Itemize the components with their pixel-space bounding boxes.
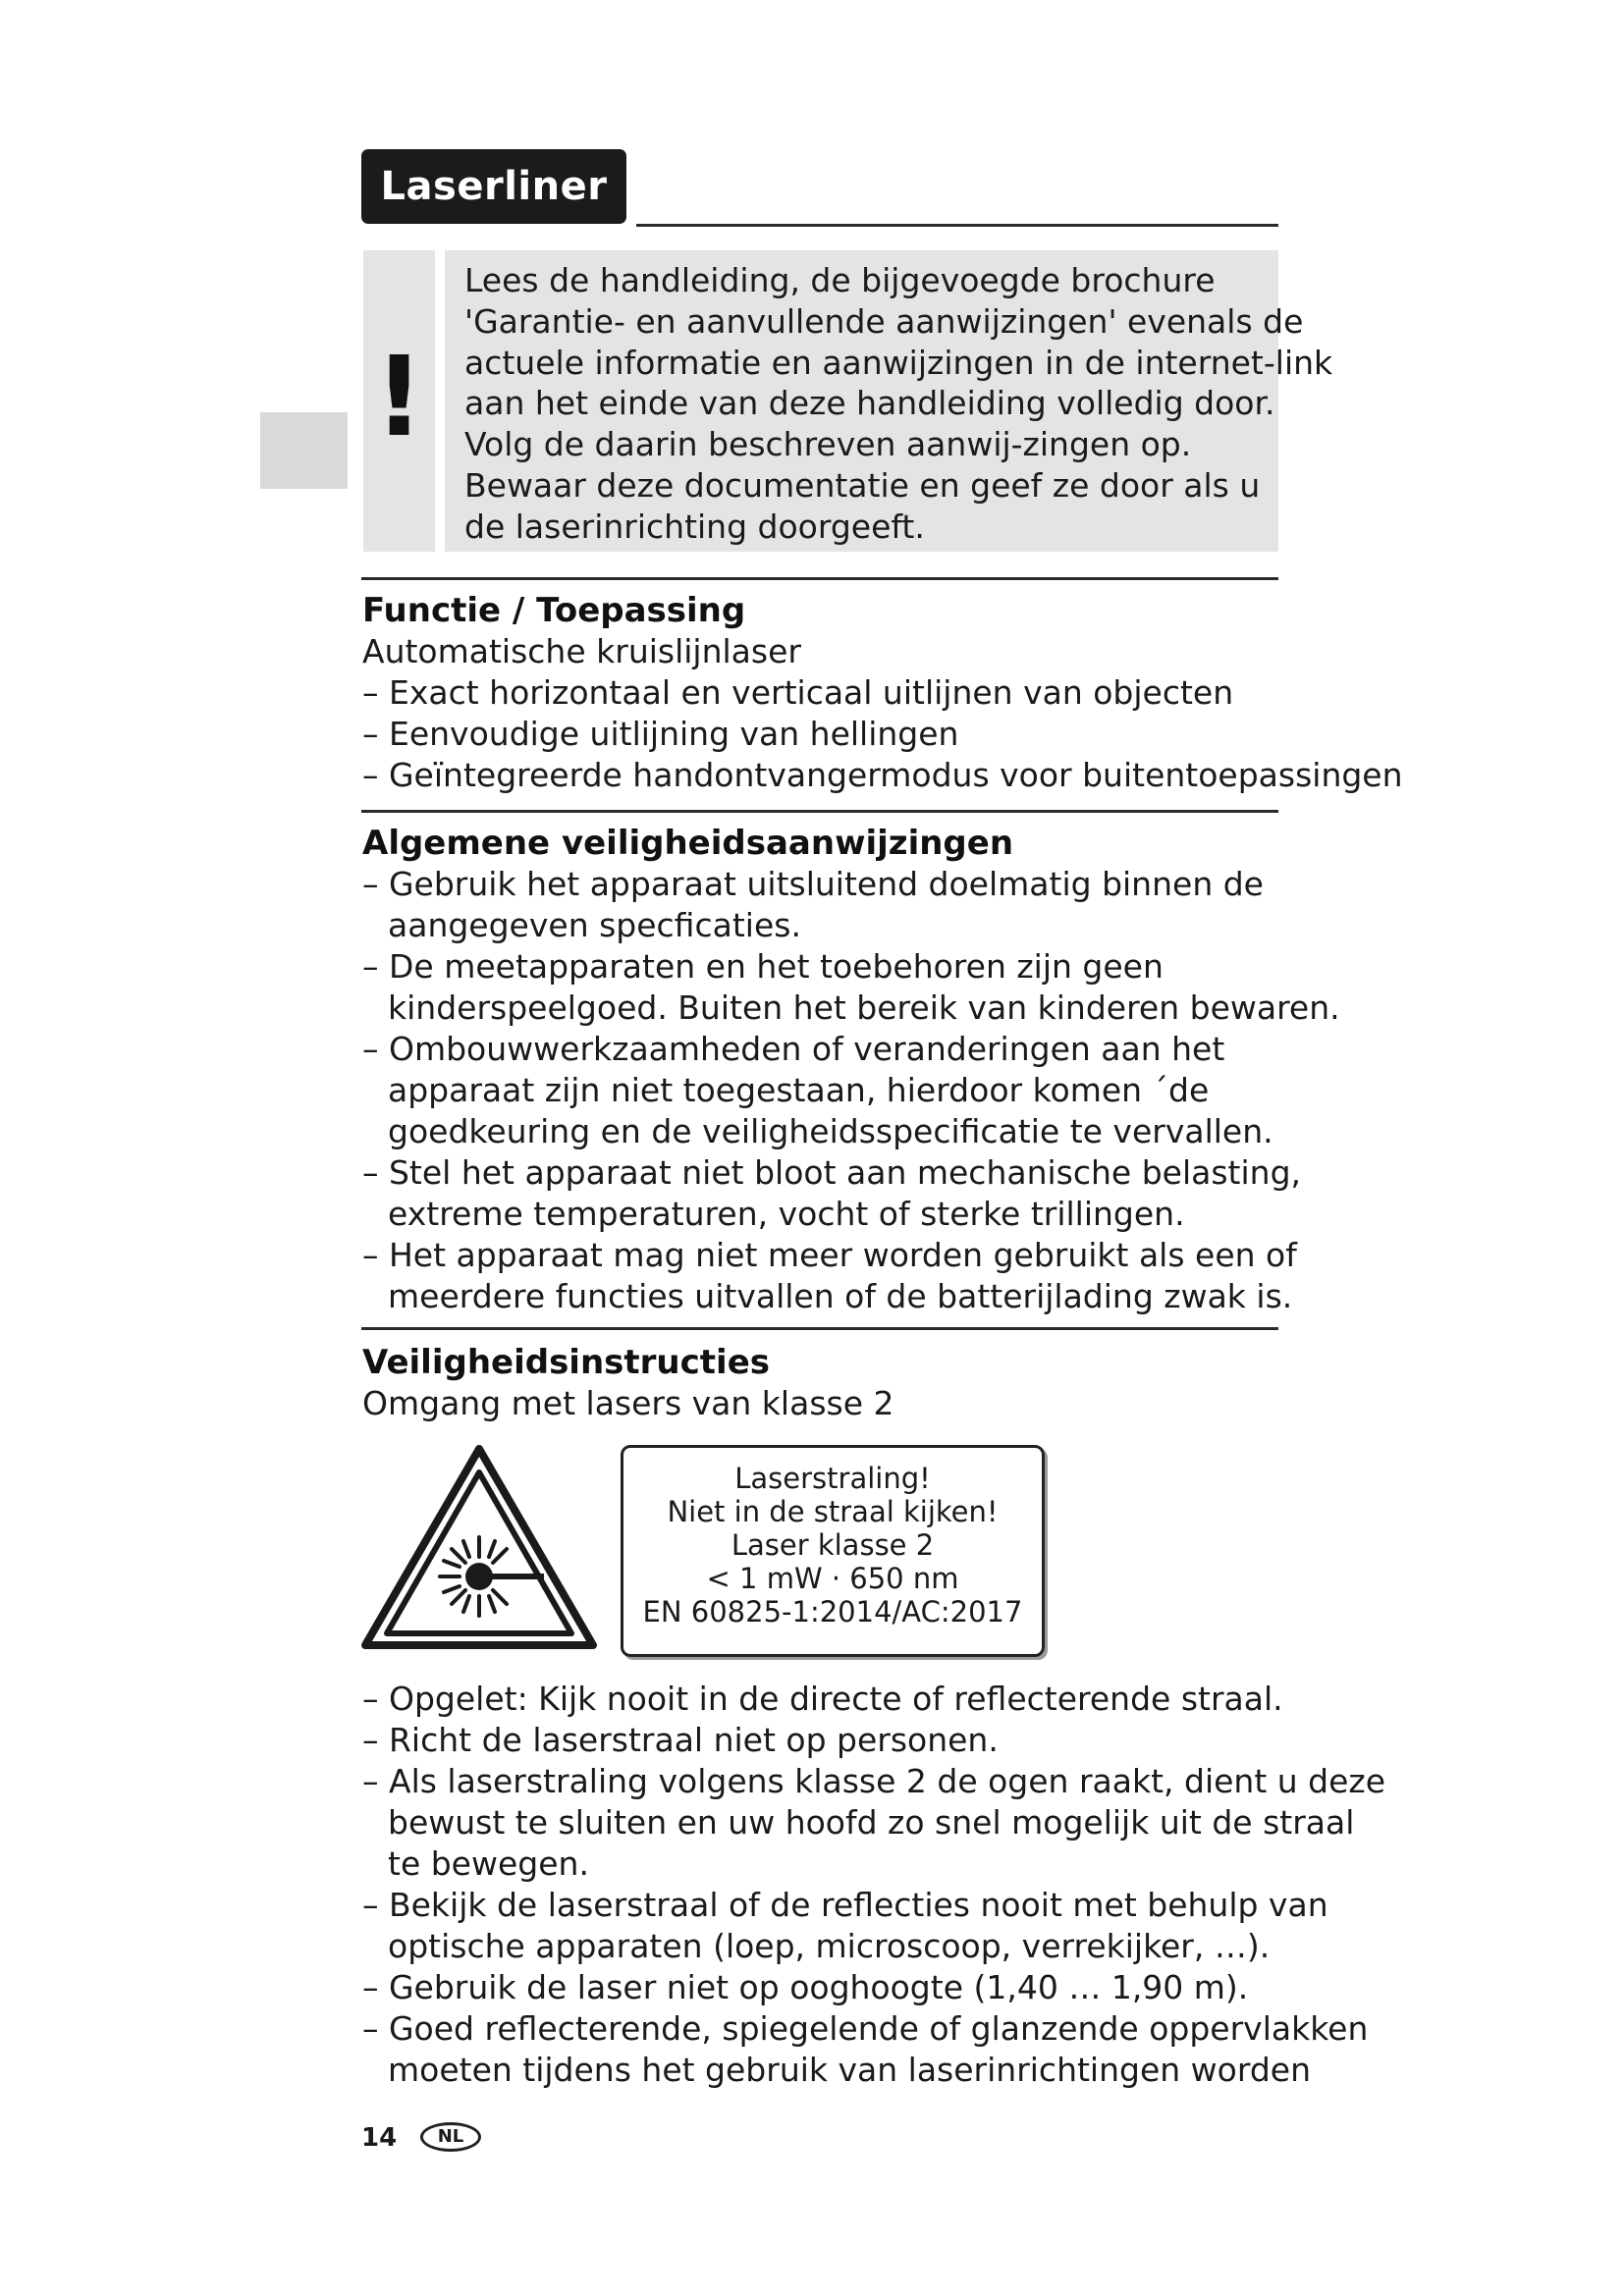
label-line: Niet in de straal kijken! (667, 1495, 999, 1528)
notice-line: actuele informatie en aanwijzingen in de internet-link (464, 343, 1333, 382)
instructies-header (362, 1342, 1295, 1424)
list-item-cont: extreme temperaturen, vocht of sterke trillingen. (388, 1195, 1185, 1233)
laser-class-label (621, 1445, 1045, 1657)
section-divider (361, 1327, 1278, 1330)
list-item-first: – Goed reflecterende, spiegelende of glanzende oppervlakken (362, 2009, 1369, 2048)
label-line: Laser klasse 2 (731, 1528, 935, 1562)
instructies-intro: Omgang met lasers van klasse 2 (362, 1384, 894, 1422)
list-item-cont: kinderspeelgoed. Buiten het bereik van kinderen bewaren. (388, 988, 1340, 1027)
list-item: – Eenvoudige uitlijning van hellingen (362, 715, 959, 753)
list-item (362, 1761, 1386, 1885)
laser-warning-triangle-icon (361, 1441, 597, 1657)
list-item (362, 864, 1295, 946)
list-item-first: – Ombouwwerkzaamheden of veranderingen aan het (362, 1030, 1225, 1068)
label-line: < 1 mW · 650 nm (706, 1562, 959, 1595)
page-number: 14 (361, 2123, 398, 2153)
list-item-first: – De meetapparaten en het toebehoren zijn geen (362, 947, 1164, 986)
notice-line: Bewaar deze documentatie en geef ze door als u (464, 465, 1261, 505)
list-item-first: – Gebruik de laser niet op ooghoogte (1,40 … 1,90 m). (362, 1968, 1249, 2006)
list-item-cont: bewust te sluiten en uw hoofd zo snel mogelijk uit de straal (388, 1803, 1355, 1842)
list-item-cont: goedkeuring en de veiligheidsspecificatie te vervallen. (388, 1112, 1273, 1150)
exclamation-icon: ! (373, 334, 425, 461)
list-item-first: – Stel het apparaat niet bloot aan mechanische belasting, (362, 1153, 1302, 1192)
notice-line: aan het einde van deze handleiding volledig door. (464, 384, 1275, 423)
label-line: Laserstraling! (734, 1462, 931, 1495)
list-item (362, 1029, 1295, 1152)
notice-box (445, 250, 1333, 552)
instructies-heading: Veiligheidsinstructies (362, 1343, 770, 1382)
list-item-cont: moeten tijdens het gebruik van laserinrichtingen worden (388, 2051, 1312, 2089)
section-tab-marker (260, 412, 348, 489)
veiligheid-heading: Algemene veiligheidsaanwijzingen (362, 824, 1014, 863)
list-item (362, 1720, 1295, 1761)
list-item (362, 1679, 1295, 1720)
notice-line: Volg de daarin beschreven aanwij-zingen op. (464, 425, 1192, 464)
list-item-first: – Het apparaat mag niet meer worden gebruikt als een of (362, 1236, 1297, 1274)
list-item (362, 1235, 1295, 1317)
list-item-cont: optische apparaten (loep, microscoop, verrekijker, …). (388, 1927, 1271, 1965)
section-divider (361, 577, 1278, 580)
notice-line: de laserinrichting doorgeeft. (464, 507, 925, 546)
list-item (362, 1967, 1295, 2008)
laserliner-logo: Laserliner (361, 149, 626, 224)
list-item-first: – Opgelet: Kijk nooit in de directe of reflecterende straal. (362, 1680, 1283, 1718)
list-item (362, 946, 1340, 1029)
list-item (362, 1152, 1302, 1235)
list-item: – Exact horizontaal en verticaal uitlijnen van objecten (362, 673, 1234, 712)
section-divider (361, 810, 1278, 813)
list-item-first: – Bekijk de laserstraal of de reflecties nooit met behulp van (362, 1886, 1328, 1924)
list-item-first: – Als laserstraling volgens klasse 2 de ogen raakt, dient u deze (362, 1762, 1386, 1800)
list-item-first: – Richt de laserstraal niet op personen. (362, 1721, 999, 1759)
list-item-cont: aangegeven specficaties. (388, 906, 801, 944)
functie-intro: Automatische kruislijnlaser (362, 632, 801, 670)
language-badge: NL (420, 2122, 481, 2152)
veiligheid-section (362, 823, 1340, 1317)
functie-heading: Functie / Toepassing (362, 591, 746, 630)
instructies-list (362, 1679, 1386, 2091)
list-item (362, 1885, 1328, 1967)
notice-line: 'Garantie- en aanvullende aanwijzingen' evenals de (464, 301, 1304, 341)
label-line: EN 60825-1:2014/AC:2017 (642, 1595, 1023, 1629)
functie-section (362, 590, 1403, 796)
list-item-cont: meerdere functies uitvallen of de batterijlading zwak is. (388, 1277, 1293, 1315)
notice-line: Lees de handleiding, de bijgevoegde brochure (464, 261, 1216, 299)
header-rule (636, 224, 1278, 227)
list-item-cont: apparaat zijn niet toegestaan, hierdoor komen ´de (388, 1071, 1210, 1109)
list-item-cont: te bewegen. (388, 1844, 589, 1883)
list-item: – Geïntegreerde handontvangermodus voor buitentoepassingen (362, 756, 1403, 794)
list-item (362, 2008, 1369, 2091)
list-item-first: – Gebruik het apparaat uitsluitend doelmatig binnen de (362, 865, 1264, 903)
